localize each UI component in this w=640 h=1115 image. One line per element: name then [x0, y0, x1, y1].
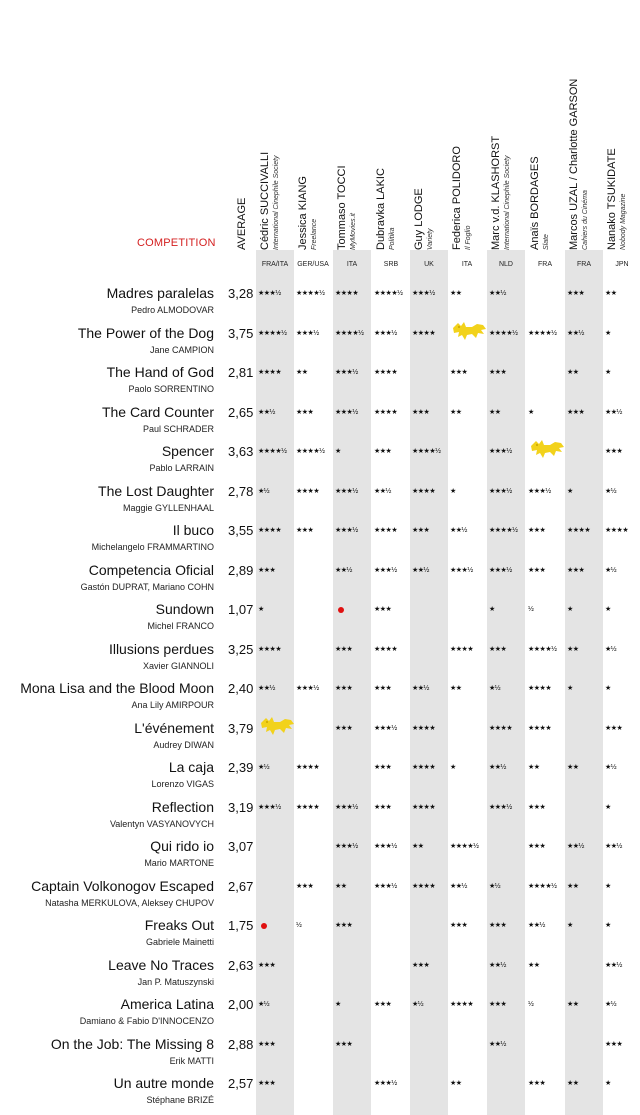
critic-rating: ★★ [567, 764, 579, 771]
critic-rating: ★★★½ [296, 685, 319, 692]
critic-rating: ★★★ [412, 961, 430, 969]
critic-rating: ★ [605, 685, 611, 692]
film-title: The Power of the Dog [77, 324, 214, 341]
critic-rating: ★★★ [528, 1080, 546, 1087]
film-row [0, 364, 640, 403]
film-director: Michelangelo FRAMMARTINO [91, 542, 214, 552]
film-row [0, 957, 640, 996]
critic-rating: ★★★ [374, 685, 392, 692]
critic-rating: ★★★★ [567, 527, 591, 534]
critic-rating: ★★½ [412, 685, 429, 692]
critic-rating: ★½ [489, 685, 501, 692]
critic-header-text [259, 152, 281, 250]
critic-country: FRA [577, 261, 591, 268]
critic-rating: ★★ [567, 1001, 579, 1008]
critic-rating: ★★★★ [450, 645, 474, 653]
critic-rating: ★★★★½ [489, 527, 518, 534]
film-average: 3,55 [228, 523, 254, 538]
critic-country: ITA [461, 261, 473, 268]
critic-rating: ★ [450, 764, 456, 771]
critic-rating: ★★★★½ [528, 882, 557, 890]
critic-rating: ★★★ [374, 448, 392, 455]
film-title: Leave No Traces [108, 956, 214, 973]
film-average: 2,63 [228, 957, 254, 973]
golden-lion-icon [528, 437, 566, 461]
film-title: Illusions perdues [108, 640, 214, 657]
critic-rating: ★★★½ [412, 290, 435, 297]
critic-name: Jessica KIANG [297, 176, 309, 250]
critic-rating: ★½ [489, 882, 501, 890]
critic-publication: Variety [427, 228, 434, 250]
film-average: 3,79 [228, 720, 254, 736]
critic-rating: ★★★ [335, 685, 353, 692]
critic-rating: ★★★★ [489, 724, 513, 732]
film-director: Natasha MERKULOVA, Aleksey CHUPOV [45, 897, 214, 908]
film-director: Valentyn VASYANOVYCH [109, 818, 214, 829]
critic-rating: ★★★ [258, 566, 276, 574]
critic-country: FRA/ITA [261, 261, 289, 268]
critic-country: FRA [538, 261, 552, 268]
critic-header-text [413, 188, 435, 250]
critic-rating: ★★★ [374, 1001, 392, 1008]
critic-rating: ★★½ [489, 290, 506, 297]
film-average: 2,65 [228, 404, 254, 420]
critic-rating: ★★★★½ [296, 448, 325, 455]
critic-rating: ★★★★ [450, 1001, 474, 1008]
film-average: 3,28 [228, 286, 254, 301]
critic-rating: ★★★½ [450, 566, 473, 574]
film-row [0, 325, 640, 364]
critic-rating: ★★★½ [374, 882, 397, 890]
film-director: Michel FRANCO [147, 621, 214, 631]
film-row [0, 443, 640, 482]
film-director: Stéphane BRIZÉ [146, 1095, 214, 1105]
critic-rating: ★★½ [335, 566, 352, 574]
critic-rating: ★★½ [450, 882, 467, 890]
film-average: 3,07 [228, 839, 254, 854]
critic-rating: ★★★★ [296, 803, 320, 811]
film-average: 3,63 [228, 444, 254, 459]
critic-rating: ★★½ [258, 408, 275, 416]
film-row [0, 1075, 640, 1114]
critic-name: Marcos UZAL / Charlotte GARSON [568, 78, 580, 250]
critic-rating: ★★★★ [296, 487, 320, 495]
critic-publication: Cahiers du Cinéma [582, 190, 589, 250]
critic-rating: ★★★★ [528, 685, 552, 692]
critic-rating: ★★★ [374, 803, 392, 811]
critic-publication: MyMovies.it [350, 213, 357, 250]
critic-header-text [336, 165, 358, 250]
critic-rating: ★★½ [528, 922, 545, 929]
critic-name: Nanako TSUKIDATE [606, 148, 618, 250]
critic-rating: ★½ [605, 764, 617, 771]
film-average: 3,75 [228, 325, 254, 341]
critic-rating: ★★★★ [412, 764, 436, 771]
critic-rating: ★★★★½ [258, 329, 287, 337]
critic-name: Tommaso TOCCI [336, 165, 348, 250]
film-director: Gabriele Mainetti [145, 937, 214, 947]
critic-rating: ★★★★ [412, 329, 436, 337]
critic-publication: International Cinephile Society [273, 155, 280, 250]
critic-rating: ★★★ [605, 1040, 623, 1048]
critic-rating: ★★★★ [258, 645, 282, 653]
film-title: The Lost Daughter [98, 482, 214, 499]
film-average: 2,40 [228, 681, 254, 696]
critic-rating: ★★★½ [489, 566, 512, 574]
film-row [0, 799, 640, 838]
film-row [0, 759, 640, 798]
critic-rating: ★★ [605, 290, 617, 297]
critic-rating: ★ [567, 606, 573, 613]
critic-rating: ★★★★½ [258, 448, 287, 455]
critic-rating: ★ [605, 803, 611, 811]
critic-rating: ★ [528, 408, 534, 416]
competition-label: COMPETITION [137, 237, 216, 249]
film-row [0, 720, 640, 759]
critic-rating: ★★★★½ [296, 290, 325, 297]
film-title: Madres paralelas [106, 285, 214, 301]
critic-rating: ★½ [258, 487, 270, 495]
critic-rating: ★★★½ [335, 487, 358, 495]
critic-rating: ★★½ [412, 566, 429, 574]
critic-name: Cédric SUCCIVALLI [259, 151, 271, 250]
critic-rating: ★★★★ [335, 290, 359, 297]
critic-rating: ★★ [296, 369, 308, 376]
critic-rating: ★★★ [258, 1040, 276, 1048]
critic-rating: ★★★½ [528, 487, 551, 495]
critic-rating: ★ [605, 922, 611, 929]
critic-rating: ★ [605, 369, 611, 376]
critic-rating: ★½ [605, 645, 617, 653]
critic-rating: ★★★★ [412, 724, 436, 732]
critic-rating: ★★★ [374, 764, 392, 771]
critic-publication: Nobody Magazine [620, 193, 627, 250]
film-title: Qui rido io [150, 838, 214, 854]
critic-rating: ★★★ [528, 843, 546, 850]
film-row [0, 917, 640, 956]
film-average: 1,07 [228, 602, 254, 617]
film-average: 2,88 [228, 1036, 254, 1052]
film-director: Maggie GYLLENHAAL [122, 502, 214, 513]
critic-rating: ★ [605, 882, 611, 890]
golden-lion-icon [450, 319, 488, 343]
critic-publication: Politika [389, 227, 396, 250]
critic-country: SRB [383, 261, 399, 268]
critic-rating: ★★★ [258, 1080, 276, 1087]
critic-rating: ★½ [258, 764, 270, 771]
film-title: Reflection [151, 798, 214, 815]
film-row [0, 601, 640, 640]
critic-rating: ★★★½ [374, 843, 397, 850]
critic-rating: ★★★ [296, 527, 314, 534]
critic-rating: ★★★½ [296, 329, 319, 337]
critic-rating: ★★★½ [335, 843, 358, 850]
critic-rating: ★★½ [567, 329, 584, 337]
film-director: Xavier GIANNOLI [142, 660, 214, 671]
film-row [0, 878, 640, 917]
critic-rating: ★★★ [258, 961, 276, 969]
critic-rating: ★★★ [335, 922, 353, 929]
critic-rating: ★★½ [567, 843, 584, 850]
critic-rating: ★★★ [489, 645, 507, 653]
film-director: Pablo LARRAIN [149, 463, 214, 473]
critic-rating: ★½ [605, 566, 617, 574]
critic-rating: ★★★★½ [528, 645, 557, 653]
critic-rating: ★★★ [489, 1001, 507, 1008]
critic-rating: ★★ [528, 764, 540, 771]
film-director: Jan P. Matuszynski [137, 976, 214, 987]
critic-rating: ★★★½ [374, 1080, 397, 1087]
critic-header-text [568, 79, 590, 250]
film-average: 3,25 [228, 641, 254, 657]
critic-name: Federica POLIDORO [451, 146, 463, 250]
film-average: 1,75 [228, 918, 254, 933]
critic-rating: ★★★★ [412, 487, 436, 495]
critic-rating: ★★★ [489, 369, 507, 376]
critic-rating: ★★★★ [296, 764, 320, 771]
critic-rating: ★★★★ [374, 527, 398, 534]
critic-rating: ½ [296, 922, 302, 929]
film-title: Il buco [172, 522, 214, 538]
critic-rating: ★★★★ [258, 527, 282, 534]
critic-rating: ★★½ [374, 487, 391, 495]
critic-publication: Slate [543, 234, 550, 250]
critic-rating: ★★★ [450, 369, 468, 376]
golden-lion-icon [258, 714, 296, 738]
critic-rating: ★★★★ [258, 369, 282, 376]
critic-country: NLD [498, 261, 513, 268]
average-label: AVERAGE [236, 197, 248, 250]
critic-rating: ★★★ [374, 606, 392, 613]
critic-country: GER/USA [297, 261, 329, 268]
critic-rating: ★★★½ [374, 724, 397, 732]
critic-rating: ★★★★ [528, 724, 552, 732]
film-title: La caja [168, 759, 214, 775]
critic-header-text [297, 176, 319, 250]
critic-rating: ★★★★ [374, 408, 398, 416]
critic-rating: ★★ [450, 685, 462, 692]
critic-rating: ★★★ [489, 922, 507, 929]
critic-rating: ★★ [567, 369, 579, 376]
critic-rating: ★★★ [605, 448, 623, 455]
film-title: The Hand of God [106, 364, 214, 380]
critic-rating: ½ [528, 1001, 534, 1008]
red-dot-icon [261, 923, 267, 929]
film-director: Gastón DUPRAT, Mariano COHN [80, 581, 214, 592]
critic-name: Dubravka LAKIC [375, 168, 387, 250]
film-title: Sundown [155, 601, 214, 617]
critic-rating: ★ [567, 685, 573, 692]
critic-rating: ★★½ [605, 961, 622, 969]
film-title: Spencer [161, 443, 214, 459]
critic-publication: Freelance [311, 218, 318, 250]
critic-rating: ★ [605, 606, 611, 613]
film-average: 2,00 [228, 997, 254, 1012]
critic-rating: ★★★ [335, 724, 353, 732]
critic-rating: ★★★ [528, 527, 546, 534]
red-dot-icon [338, 607, 344, 613]
critic-rating: ★ [335, 448, 341, 455]
film-director: Pedro ALMODOVAR [131, 305, 214, 315]
film-director: Jane CAMPION [149, 344, 214, 355]
film-row [0, 996, 640, 1035]
film-title: Competencia Oficial [88, 561, 214, 578]
critic-rating: ★★★ [567, 290, 585, 297]
critic-rating: ★★★½ [335, 527, 358, 534]
film-row [0, 1036, 640, 1075]
film-title: Freaks Out [144, 917, 214, 933]
critic-rating: ★ [605, 329, 611, 337]
critic-rating: ★★ [412, 843, 424, 850]
critic-name: Marc v.d. KLASHORST [490, 135, 502, 250]
film-director: Erik MATTI [169, 1055, 214, 1066]
film-average: 2,67 [228, 878, 254, 894]
critic-rating: ★★★ [335, 645, 353, 653]
critic-name: Anaïs BORDAGES [529, 156, 541, 250]
film-director: Ana Lily AMIRPOUR [131, 700, 214, 710]
film-row [0, 838, 640, 877]
critic-rating: ★★★★½ [412, 448, 441, 455]
critic-rating: ★★★★½ [528, 329, 557, 337]
critic-rating: ★★★★ [605, 527, 629, 534]
critic-rating: ★ [567, 922, 573, 929]
critic-publication: Il Foglio [465, 225, 472, 250]
critic-rating: ★★½ [489, 961, 506, 969]
critic-rating: ★★★ [567, 566, 585, 574]
critic-rating: ★★★★½ [335, 329, 364, 337]
critic-header-text [490, 136, 512, 250]
critic-rating: ★★★½ [258, 803, 281, 811]
critic-rating: ★★ [450, 408, 462, 416]
critic-rating: ★★★ [528, 803, 546, 811]
film-director: Audrey DIWAN [153, 739, 214, 750]
critic-rating: ★★ [567, 1080, 579, 1087]
film-row [0, 483, 640, 522]
film-director: Mario MARTONE [144, 858, 214, 868]
critic-rating: ★★★★½ [450, 843, 479, 850]
film-row [0, 522, 640, 561]
critic-rating: ★★★ [296, 408, 314, 416]
critic-rating: ★★★½ [489, 448, 512, 455]
film-title: Captain Volkonogov Escaped [31, 877, 214, 894]
critic-rating: ★½ [412, 1001, 424, 1008]
critic-rating: ★★ [567, 645, 579, 653]
film-average: 3,19 [228, 799, 254, 815]
critic-header-text [529, 156, 551, 250]
film-title: L'événement [134, 719, 214, 736]
critic-country: ITA [346, 261, 358, 268]
critic-rating: ★★★½ [489, 487, 512, 495]
critic-rating: ★★★★ [412, 803, 436, 811]
critic-rating: ★★½ [605, 843, 622, 850]
critic-rating: ★★★½ [258, 290, 281, 297]
critic-rating: ★½ [605, 487, 617, 495]
critic-rating: ★★★½ [489, 803, 512, 811]
film-average: 2,57 [228, 1076, 254, 1091]
critic-rating: ★★★ [605, 724, 623, 732]
film-row [0, 641, 640, 680]
critic-rating: ★★★½ [374, 329, 397, 337]
film-title: America Latina [120, 996, 214, 1012]
critic-rating: ★★ [450, 1080, 462, 1087]
film-average: 2,89 [228, 562, 254, 578]
film-average: 2,78 [228, 483, 254, 499]
film-row [0, 562, 640, 601]
critic-rating: ★★★★½ [374, 290, 403, 297]
critic-rating: ★★½ [605, 408, 622, 416]
critic-header-text [606, 148, 628, 250]
critic-rating: ★ [335, 1001, 341, 1008]
critic-rating: ★★★★ [374, 369, 398, 376]
film-title: On the Job: The Missing 8 [50, 1035, 214, 1052]
critic-rating: ★★½ [450, 527, 467, 534]
critic-rating: ★★ [450, 290, 462, 297]
critic-rating: ★ [258, 606, 264, 613]
critic-rating: ★★½ [489, 764, 506, 771]
critic-rating: ★★★½ [335, 803, 358, 811]
critic-header-text [375, 168, 397, 250]
critic-country: JPN [615, 261, 629, 268]
critic-rating: ★★★ [296, 882, 314, 890]
critic-rating: ★½ [258, 1001, 270, 1008]
critic-rating: ★★ [528, 961, 540, 969]
critic-rating: ★ [567, 487, 573, 495]
critic-rating: ★★ [489, 408, 501, 416]
film-title: Un autre monde [113, 1075, 214, 1091]
critic-rating: ★★★½ [374, 566, 397, 574]
film-director: Paolo SORRENTINO [128, 384, 214, 394]
critic-rating: ★★★½ [335, 369, 358, 376]
critic-rating: ★ [489, 606, 495, 613]
critic-rating: ★★★½ [335, 408, 358, 416]
critic-rating: ★★★ [335, 1040, 353, 1048]
critic-rating: ★ [450, 487, 456, 495]
critic-rating: ★★★ [412, 408, 430, 416]
film-average: 2,81 [228, 365, 254, 380]
critic-rating: ★½ [605, 1001, 617, 1008]
critic-rating: ½ [528, 606, 534, 613]
film-director: Lorenzo VIGAS [151, 779, 214, 789]
critic-rating: ★★★ [450, 922, 468, 929]
critic-rating: ★★★ [412, 527, 430, 534]
film-row [0, 680, 640, 719]
film-director: Paul SCHRADER [142, 423, 214, 434]
film-average: 2,39 [228, 760, 254, 775]
critic-rating: ★★★★½ [489, 329, 518, 337]
critic-rating: ★★★★ [412, 882, 436, 890]
critic-name: Guy LODGE [413, 188, 425, 250]
critic-rating: ★★ [335, 882, 347, 890]
critic-rating: ★★½ [489, 1040, 506, 1048]
critic-header-text [451, 146, 473, 250]
critic-publication: International Cinephile Society [504, 155, 511, 250]
critic-rating: ★★½ [258, 685, 275, 692]
film-director: Damiano & Fabio D'INNOCENZO [79, 1016, 214, 1026]
critic-rating: ★★★★ [374, 645, 398, 653]
critic-rating: ★★★ [567, 408, 585, 416]
film-title: The Card Counter [101, 403, 214, 420]
film-title: Mona Lisa and the Blood Moon [20, 680, 214, 696]
film-row [0, 285, 640, 324]
critic-rating: ★ [605, 1080, 611, 1087]
critic-rating: ★★★ [528, 566, 546, 574]
critic-country: UK [424, 261, 434, 268]
critic-rating: ★★ [567, 882, 579, 890]
